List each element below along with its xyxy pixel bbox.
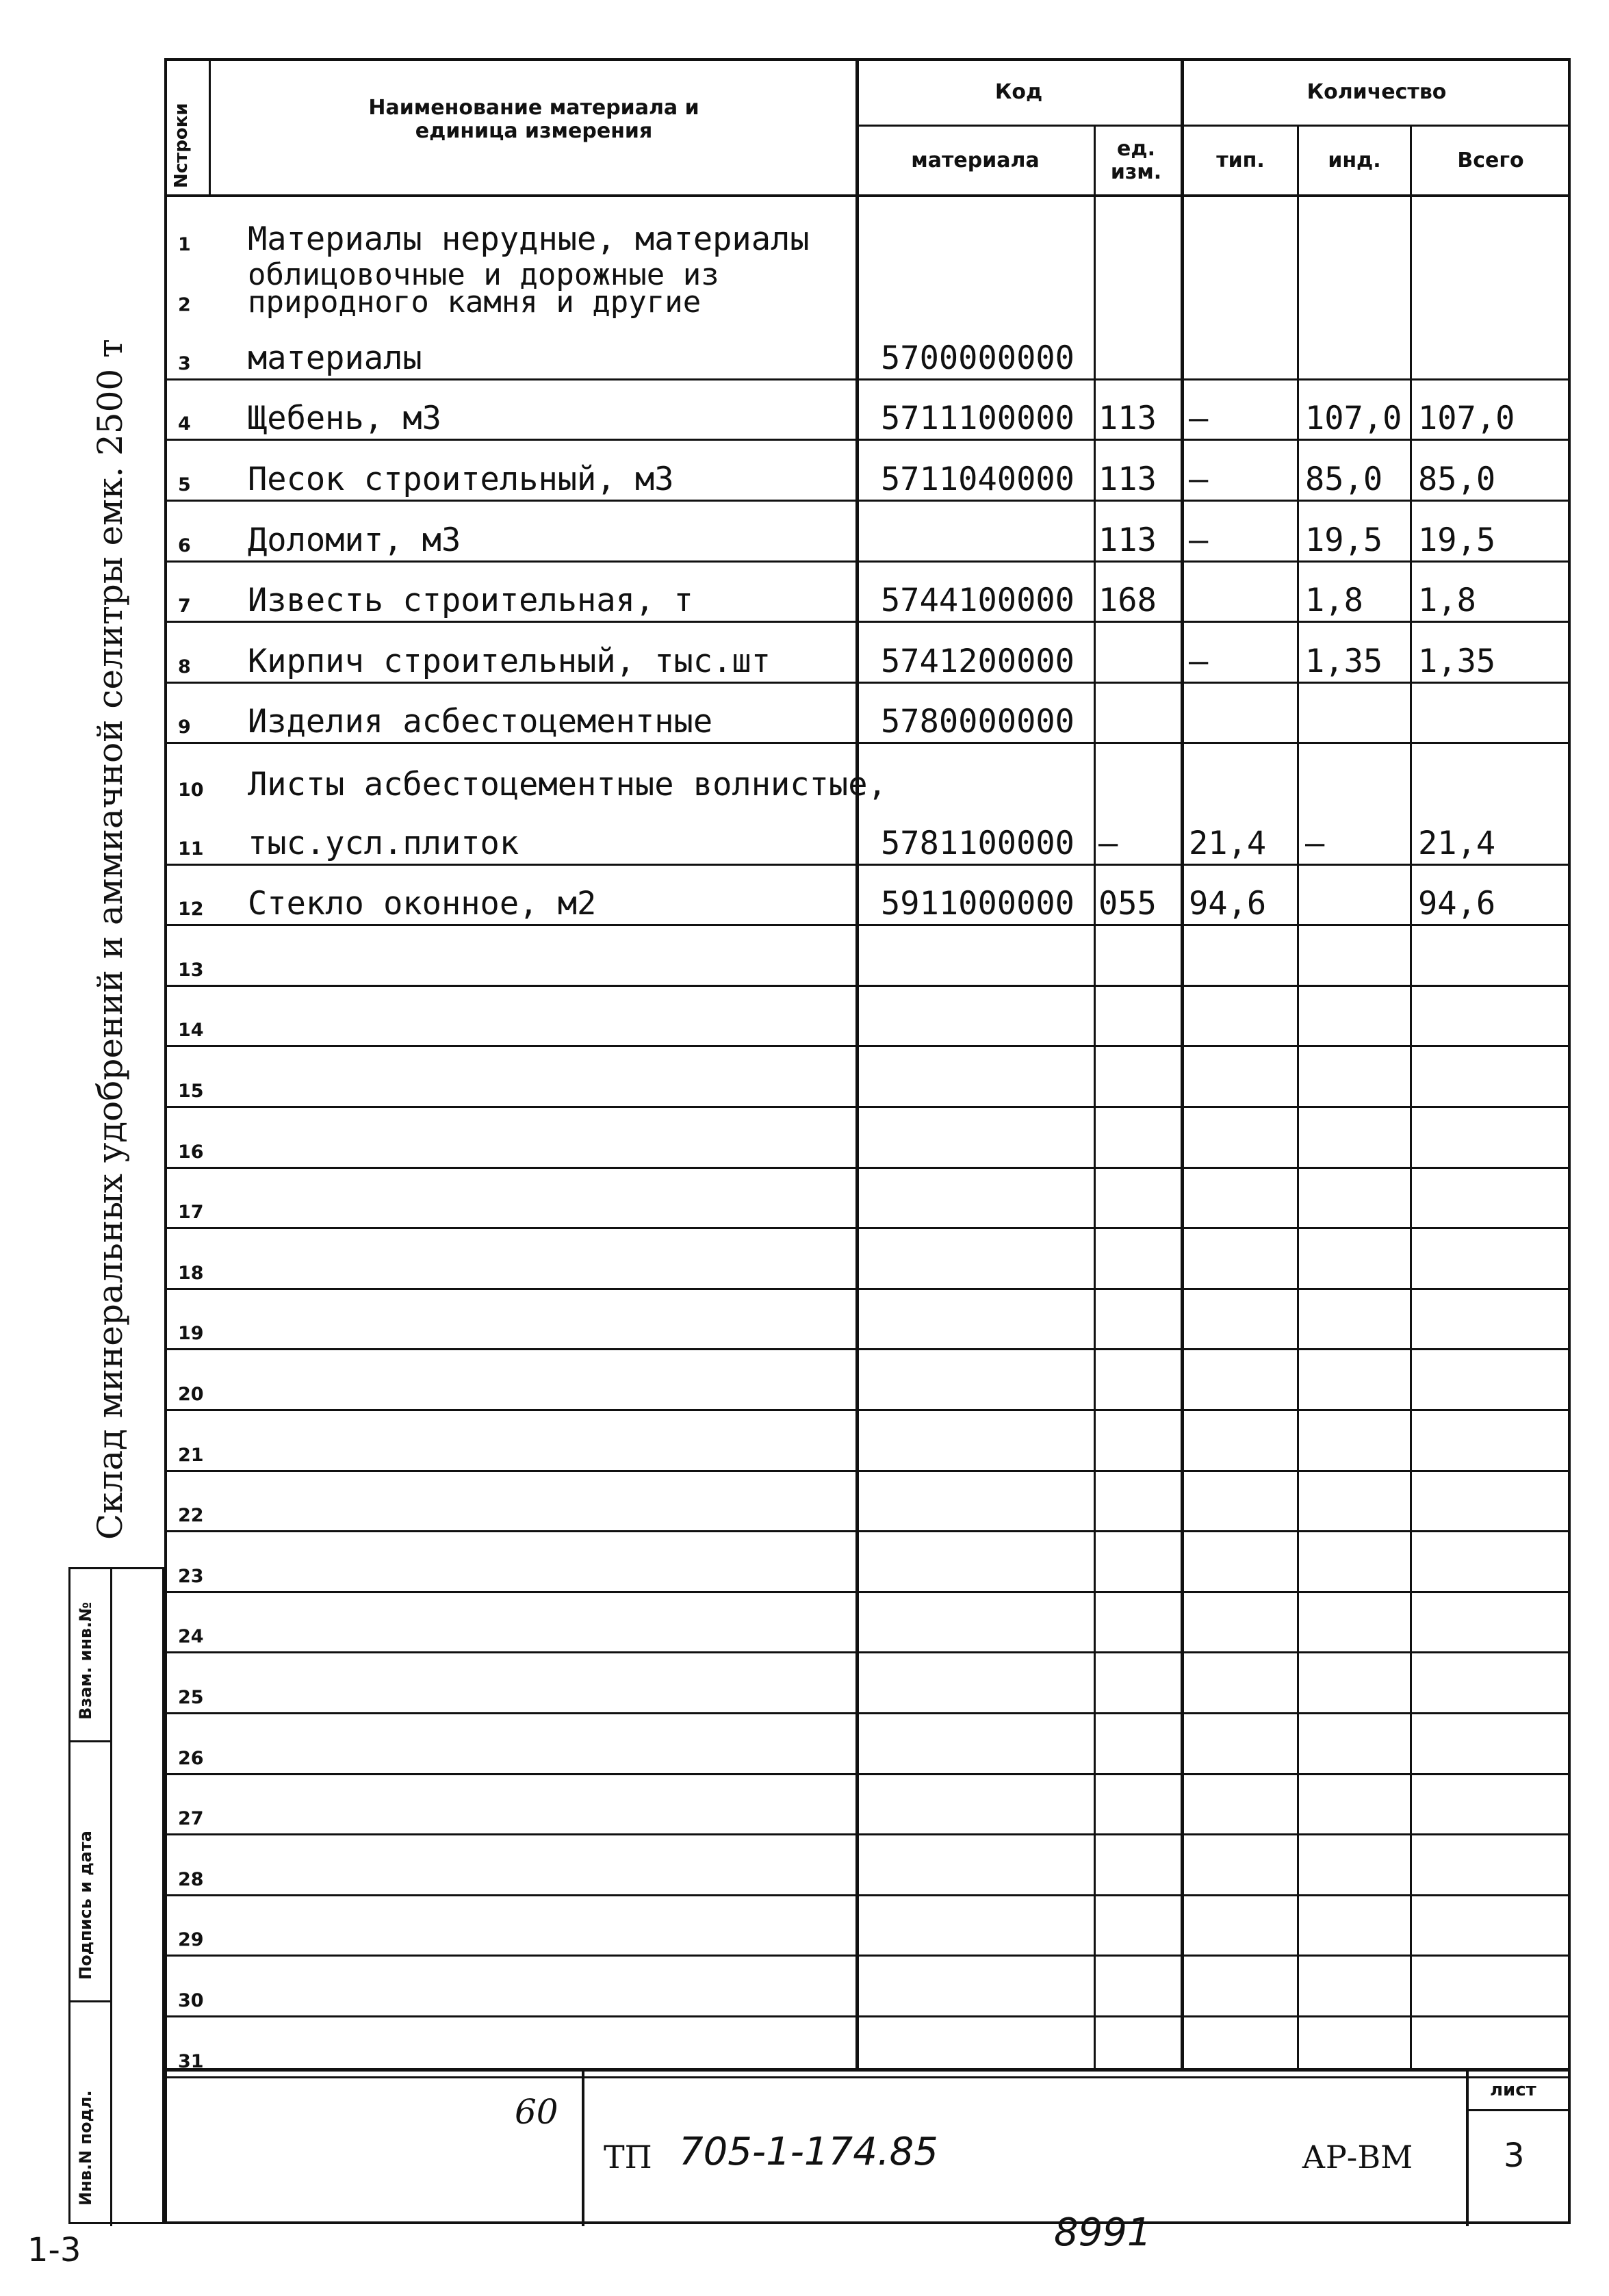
header-name: Наименование материала и единица измерения xyxy=(368,95,699,143)
cell-total: 21,4 xyxy=(1418,824,1496,862)
footer-sheet-number: 3 xyxy=(1504,2137,1525,2175)
side-stamp xyxy=(68,1567,164,2224)
row-number: 19 xyxy=(178,1323,204,1345)
cell-typ: – xyxy=(1189,460,1209,498)
side-title: Склад минеральных удобрений и аммиачной селитры емк. 2500 т xyxy=(90,339,130,1540)
row-number: 3 xyxy=(178,352,191,374)
row-number: 30 xyxy=(178,1989,204,2011)
cell-code: 5711040000 xyxy=(881,460,1074,498)
table-row xyxy=(166,987,1569,1048)
cell-typ: 21,4 xyxy=(1189,824,1267,862)
header-qty-type: тип. xyxy=(1216,148,1265,172)
table-row xyxy=(166,1653,1569,1714)
row-number: 25 xyxy=(178,1686,204,1708)
table-row xyxy=(166,1714,1569,1775)
row-number: 8 xyxy=(178,656,191,678)
header-row-number: Nстроки xyxy=(171,103,192,188)
row-number: 21 xyxy=(178,1444,204,1466)
row-number: 14 xyxy=(178,1020,204,1042)
cell-ind: – xyxy=(1305,824,1325,862)
row-number: 27 xyxy=(178,1808,204,1830)
table-row xyxy=(166,1835,1569,1896)
cell-ind: 1,8 xyxy=(1305,582,1363,620)
table-row xyxy=(166,1957,1569,2017)
footer-sheet-label: лист xyxy=(1490,2080,1536,2100)
row-number: 10 xyxy=(178,779,204,801)
header-qty-ind: инд. xyxy=(1328,148,1381,172)
row-number: 24 xyxy=(178,1626,204,1648)
cell-total: 19,5 xyxy=(1418,521,1496,559)
cell-ind: 19,5 xyxy=(1305,521,1383,559)
table-row xyxy=(166,1047,1569,1108)
row-number: 18 xyxy=(178,1262,204,1284)
table-row xyxy=(166,1350,1569,1411)
cell-code: 5911000000 xyxy=(881,885,1074,923)
footer-stamp xyxy=(166,2068,1569,2223)
row-number: 28 xyxy=(178,1868,204,1890)
footer-tp-prefix: ТП xyxy=(604,2139,652,2176)
cell-typ: – xyxy=(1189,400,1209,438)
cell-code: 5700000000 xyxy=(881,339,1074,377)
table-row xyxy=(166,744,1569,805)
row-number: 7 xyxy=(178,595,191,617)
row-number: 31 xyxy=(178,2050,204,2072)
cell-typ: – xyxy=(1189,521,1209,559)
bottom-left-mark: 1-3 xyxy=(27,2231,81,2269)
row-number: 2 xyxy=(178,294,191,316)
table-row xyxy=(166,805,1569,866)
table-row xyxy=(166,1169,1569,1230)
table-row xyxy=(166,1472,1569,1533)
cell-code: 5741200000 xyxy=(881,642,1074,680)
cell-name: Стекло оконное, м2 xyxy=(248,885,597,923)
table-row xyxy=(166,1593,1569,1654)
cell-total: 94,6 xyxy=(1418,885,1496,923)
table-row xyxy=(166,1108,1569,1169)
cell-name: Песок строительный, м3 xyxy=(248,460,674,498)
cell-code: 5780000000 xyxy=(881,703,1074,741)
cell-ind: 107,0 xyxy=(1305,400,1402,438)
cell-unit: – xyxy=(1098,824,1118,862)
row-number: 17 xyxy=(178,1202,204,1224)
cell-typ: – xyxy=(1189,642,1209,680)
cell-name: тыс.усл.плиток xyxy=(248,824,519,862)
table-row xyxy=(166,198,1569,259)
cell-total: 85,0 xyxy=(1418,460,1496,498)
row-number: 15 xyxy=(178,1080,204,1102)
table-row xyxy=(166,259,1569,320)
cell-name: Известь строительная, т xyxy=(248,582,693,620)
bottom-center-number: 8991 xyxy=(1054,2210,1152,2255)
table-row xyxy=(166,1896,1569,1957)
table-row xyxy=(166,502,1569,563)
cell-total: 1,8 xyxy=(1418,582,1476,620)
cell-typ: 94,6 xyxy=(1189,885,1267,923)
row-number: 11 xyxy=(178,838,204,860)
inv-orig-label: Инв.N подл. xyxy=(76,2090,95,2206)
cell-unit: 113 xyxy=(1098,400,1157,438)
table-row xyxy=(166,1229,1569,1290)
table-row xyxy=(166,684,1569,745)
cell-unit: 168 xyxy=(1098,582,1157,620)
row-number: 20 xyxy=(178,1383,204,1405)
footer-tp-code: 705-1-174.85 xyxy=(679,2130,938,2174)
row-number: 26 xyxy=(178,1747,204,1769)
sign-date-label: Подпись и дата xyxy=(76,1831,95,1980)
table-row xyxy=(166,441,1569,502)
cell-name: Кирпич строительный, тыс.шт xyxy=(248,642,771,680)
row-number: 23 xyxy=(178,1565,204,1587)
row-number: 29 xyxy=(178,1929,204,1951)
row-number: 5 xyxy=(178,474,191,495)
row-number: 13 xyxy=(178,959,204,981)
cell-ind: 1,35 xyxy=(1305,642,1383,680)
footer-number: 60 xyxy=(515,2092,558,2132)
table-row xyxy=(166,1775,1569,1836)
table-row xyxy=(166,1532,1569,1593)
cell-name: облицовочные и дорожные из природного камня и другие xyxy=(248,257,719,320)
row-number: 12 xyxy=(178,899,204,920)
cell-unit: 113 xyxy=(1098,521,1157,559)
cell-code: 5744100000 xyxy=(881,582,1074,620)
table-row xyxy=(166,1411,1569,1472)
cell-name: материалы xyxy=(248,339,422,377)
cell-code: 5711100000 xyxy=(881,400,1074,438)
cell-ind: 85,0 xyxy=(1305,460,1383,498)
cell-total: 107,0 xyxy=(1418,400,1515,438)
table-row xyxy=(166,623,1569,684)
table-row xyxy=(166,1290,1569,1351)
cell-unit: 055 xyxy=(1098,885,1157,923)
table-row xyxy=(166,320,1569,380)
cell-unit: 113 xyxy=(1098,460,1157,498)
header-qty-total: Всего xyxy=(1457,148,1524,172)
cell-total: 1,35 xyxy=(1418,642,1496,680)
vzam-inv-label: Взам. инв.№ xyxy=(76,1601,95,1720)
header-code-unit: ед. изм. xyxy=(1110,136,1162,184)
header-quantity: Количество xyxy=(1306,79,1447,104)
cell-name: Изделия асбестоцементные xyxy=(248,703,713,741)
table-row xyxy=(166,926,1569,987)
row-number: 1 xyxy=(178,233,191,255)
footer-mark: АР-ВМ xyxy=(1302,2139,1413,2176)
cell-name: Материалы нерудные, материалы xyxy=(248,220,810,258)
row-number: 16 xyxy=(178,1141,204,1163)
table-row xyxy=(166,380,1569,441)
table-row xyxy=(166,866,1569,927)
row-number: 9 xyxy=(178,717,191,738)
row-number: 4 xyxy=(178,413,191,435)
cell-name: Доломит, м3 xyxy=(248,521,461,559)
row-number: 22 xyxy=(178,1505,204,1527)
cell-code: 5781100000 xyxy=(881,824,1074,862)
header-code-material: материала xyxy=(911,148,1040,172)
row-number: 6 xyxy=(178,534,191,556)
cell-name: Листы асбестоцементные волнистые, xyxy=(248,765,887,803)
cell-name: Щебень, м3 xyxy=(248,400,441,438)
header-code: Код xyxy=(994,79,1043,104)
table-row xyxy=(166,563,1569,623)
